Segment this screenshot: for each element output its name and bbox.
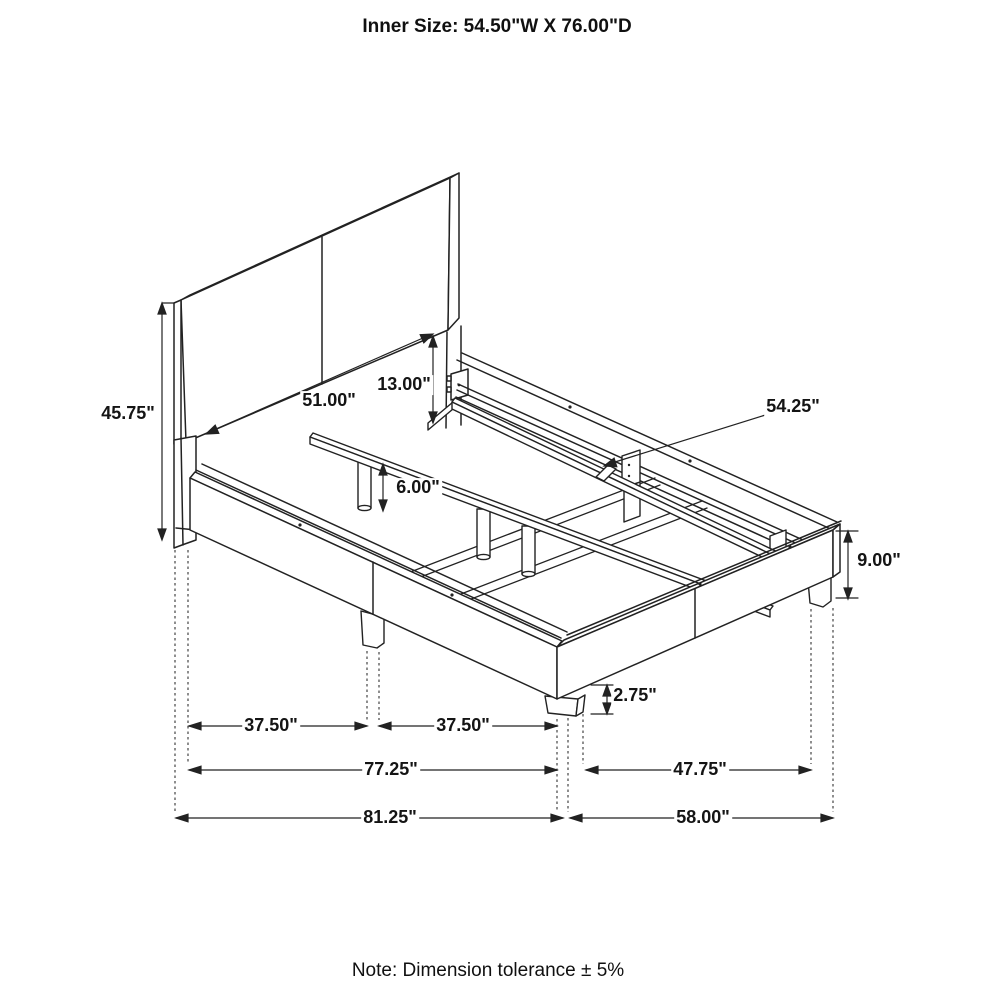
dim-label-headboard-panel-width: 51.00" (302, 390, 356, 411)
screw-dot (698, 582, 701, 585)
tolerance-note: Note: Dimension tolerance ± 5% (351, 960, 625, 981)
dim-label-foot-partial-width: 47.75" (673, 759, 727, 780)
dim-label-foot-height: 2.75" (613, 685, 657, 706)
front-corner-leg (545, 696, 578, 716)
dim-label-rail-section-back: 37.50" (436, 715, 490, 736)
dim-label-headboard-height: 45.75" (101, 403, 155, 424)
dim-label-rail-total: 77.25" (364, 759, 418, 780)
center-leg (358, 460, 371, 508)
dim-label-overall-width: 58.00" (676, 807, 730, 828)
dim-label-side-rail-height: 9.00" (857, 550, 901, 571)
dim-label-center-rail-length: 54.25" (766, 396, 820, 417)
screw-dot (688, 459, 691, 462)
screw-dot (450, 593, 453, 596)
screw-dot (788, 545, 791, 548)
dim-label-panel-to-rail: 13.00" (377, 374, 431, 395)
screw-dot (568, 405, 571, 408)
center-leg (477, 509, 490, 557)
dim-label-overall-depth: 81.25" (363, 807, 417, 828)
center-leg (522, 526, 535, 574)
dim-label-center-leg-height: 6.00" (396, 477, 440, 498)
dim-label-rail-section-front: 37.50" (244, 715, 298, 736)
screw-dot (298, 523, 301, 526)
diagram-title: Inner Size: 54.50"W X 76.00"D (362, 16, 632, 37)
